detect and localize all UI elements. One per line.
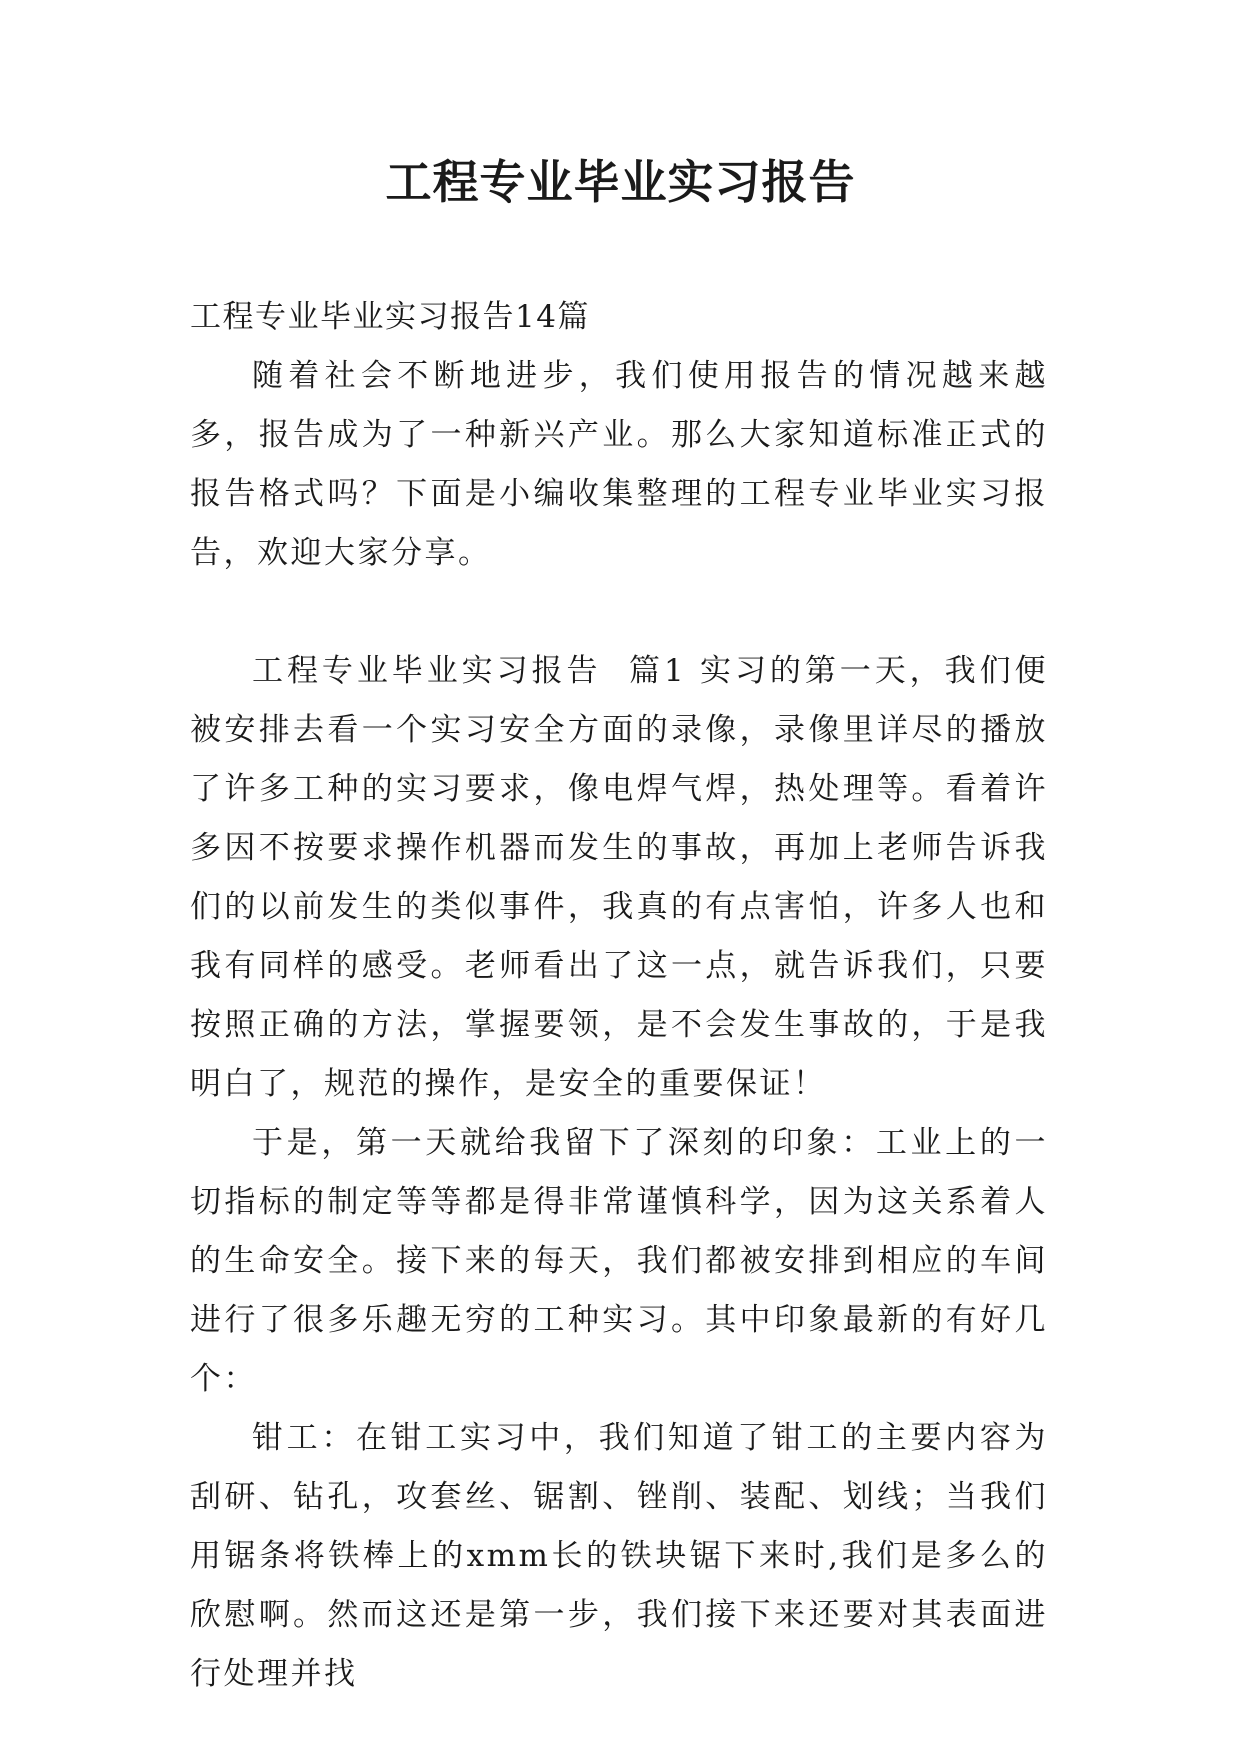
intro-paragraph: 随着社会不断地进步，我们使用报告的情况越来越多，报告成为了一种新兴产业。那么大家知道标准正式的报告格式吗？下面是小编收集整理的工程专业毕业实习报告，欢迎大家分享。	[190, 358, 1048, 571]
section-1-text-1: 实习的第一天，我们便被安排去看一个实习安全方面的录像，录像里详尽的播放了许多工种的实习要求，像电焊气焊，热处理等。看着许多因不按要求操作机器而发生的事故，再加上老师告诉我们的以前发生的类似事件，我真的有点害怕，许多人也和我有同样的感受。老师看出了这一点，就告诉我们，只要按照正确的方法，掌握要领，是不会发生事故的，于是我明白了，规范的操作，是安全的重要保证！	[190, 653, 1049, 1102]
section-1-paragraph-2: 于是，第一天就给我留下了深刻的印象：工业上的一切指标的制定等等都是得非常谨慎科学，因为这关系着人的生命安全。接下来的每天，我们都被安排到相应的车间进行了很多乐趣无穷的工种实习。其中印象最新的有好几个：	[190, 1125, 1048, 1397]
section-1-paragraph-1	[190, 642, 1048, 1114]
document-title: 工程专业毕业实习报告	[385, 155, 856, 209]
paragraph-gap	[190, 583, 1048, 642]
document-body	[190, 288, 1048, 1704]
section-1-paragraph-3: 钳工：在钳工实习中，我们知道了钳工的主要内容为刮研、钻孔，攻套丝、锯割、锉削、装配、划线；当我们用锯条将铁棒上的xmm长的铁块锯下来时,我们是多么的欣慰啊。然而这还是第一步，我们接下来还要对其表面进行处理并找	[190, 1420, 1048, 1692]
section-1-heading: 工程专业毕业实习报告 篇1	[252, 653, 687, 689]
document-subtitle: 工程专业毕业实习报告14篇	[190, 299, 590, 335]
section-heading-spacer	[686, 653, 700, 689]
